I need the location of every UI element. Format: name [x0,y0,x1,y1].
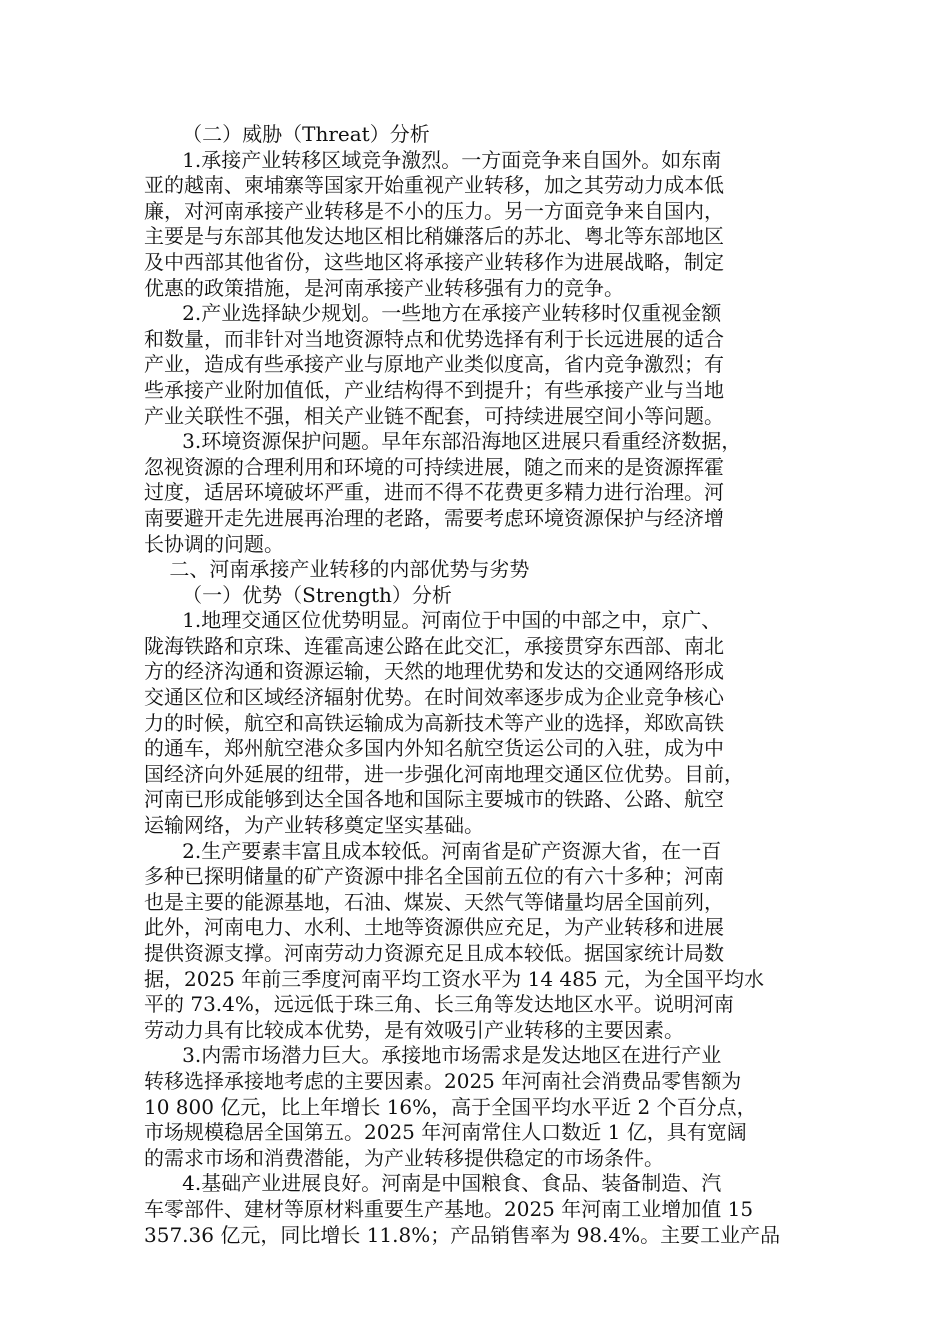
paragraph-line: 陇海铁路和京珠、连霍高速公路在此交汇，承接贯穿东西部、南北 [144,633,724,658]
paragraph-line: 力的时候，航空和高铁运输成为高新技术等产业的选择，郑欧高铁 [144,710,724,735]
paragraph-line: 车零部件、建材等原材料重要生产基地。2025 年河南工业增加值 15 [144,1196,754,1221]
paragraph-line: 平的 73.4%，远远低于珠三角、长三角等发达地区水平。说明河南 [144,992,734,1017]
paragraph-line: 2.生产要素丰富且成本较低。河南省是矿产资源大省，在一百 [144,838,722,863]
paragraph-line: 多种已探明储量的矿产资源中排名全国前五位的有六十多种；河南 [144,864,724,889]
paragraph-line: 方的经济沟通和资源运输，天然的地理优势和发达的交通网络形成 [144,659,724,684]
paragraph-line: 些承接产业附加值低，产业结构得不到提升；有些承接产业与当地 [144,377,724,402]
paragraph-line: 4.基础产业进展良好。河南是中国粮食、食品、装备制造、汽 [144,1171,722,1196]
paragraph-line: 3.内需市场潜力巨大。承接地市场需求是发达地区在进行产业 [144,1043,722,1068]
paragraph-line: 劳动力具有比较成本优势，是有效吸引产业转移的主要因素。 [144,1017,684,1042]
paragraph-line: 2.产业选择缺少规划。一些地方在承接产业转移时仅重视金额 [144,301,722,326]
paragraph-line: 长协调的问题。 [144,531,284,556]
paragraph-line: 3.环境资源保护问题。早年东部沿海地区进展只看重经济数据， [144,429,742,454]
paragraph-line: 主要是与东部其他发达地区相比稍嫌落后的苏北、粤北等东部地区 [144,224,724,249]
paragraph-line: 提供资源支撑。河南劳动力资源充足且成本较低。据国家统计局数 [144,941,724,965]
paragraph-line: 河南已形成能够到达全国各地和国际主要城市的铁路、公路、航空 [144,787,724,812]
document-page [144,122,810,1248]
paragraph-line: 市场规模稳居全国第五。2025 年河南常住人口数近 1 亿，具有宽阔 [144,1120,747,1145]
paragraph-line: 忽视资源的合理利用和环境的可持续进展，随之而来的是资源挥霍 [144,454,724,479]
paragraph-line: 1.承接产业转移区域竞争激烈。一方面竞争来自国外。如东南 [144,147,722,172]
paragraph-line: 交通区位和区域经济辐射优势。在时间效率逐步成为企业竞争核心 [144,685,724,710]
paragraph-line: 1.地理交通区位优势明显。河南位于中国的中部之中，京广、 [144,608,722,633]
paragraph-line: 南要避开走先进展再治理的老路，需要考虑环境资源保护与经济增 [144,505,724,530]
section-heading: 二、河南承接产业转移的内部优势与劣势 [144,557,530,582]
paragraph-line: 过度，适居环境破坏严重，进而不得不花费更多精力进行治理。河 [144,480,724,505]
paragraph-line: 10 800 亿元，比上年增长 16%，高于全国平均水平近 2 个百分点， [144,1094,757,1119]
paragraph-line: 产业，造成有些承接产业与原地产业类似度高，省内竞争激烈；有 [144,352,724,377]
paragraph-line: 亚的越南、柬埔寨等国家开始重视产业转移，加之其劳动力成本低 [144,173,724,198]
paragraph-line: 及中西部其他省份，这些地区将承接产业转移作为进展战略，制定 [144,249,724,274]
paragraph-line: 国经济向外延展的纽带，进一步强化河南地理交通区位优势。目前， [144,761,744,786]
paragraph-line: 优惠的政策措施，是河南承接产业转移强有力的竞争。 [144,275,624,300]
paragraph-line: 转移选择承接地考虑的主要因素。2025 年河南社会消费品零售额为 [144,1068,742,1093]
heading-threat-analysis: （二）威胁（Threat）分析 [144,122,430,146]
heading-strength-analysis: （一）优势（Strength）分析 [144,582,452,607]
paragraph-line: 产业关联性不强，相关产业链不配套，可持续进展空间小等问题。 [144,403,724,428]
paragraph-line: 和数量，而非针对当地资源特点和优势选择有利于长远进展的适合 [144,326,724,351]
paragraph-line: 运输网络，为产业转移奠定坚实基础。 [144,813,484,838]
paragraph-line: 357.36 亿元，同比增长 11.8%；产品销售率为 98.4%。主要工业产品 [144,1222,781,1247]
paragraph-line: 此外，河南电力、水利、土地等资源供应充足，为产业转移和进展 [144,915,724,940]
paragraph-line: 的通车，郑州航空港众多国内外知名航空货运公司的入驻，成为中 [144,736,724,761]
paragraph-line: 也是主要的能源基地，石油、煤炭、天然气等储量均居全国前列， [144,889,724,914]
paragraph-line: 的需求市场和消费潜能，为产业转移提供稳定的市场条件。 [144,1145,664,1170]
paragraph-line: 据，2025 年前三季度河南平均工资水平为 14 485 元，为全国平均水 [144,966,764,991]
paragraph-line: 廉，对河南承接产业转移是不小的压力。另一方面竞争来自国内， [144,198,724,223]
